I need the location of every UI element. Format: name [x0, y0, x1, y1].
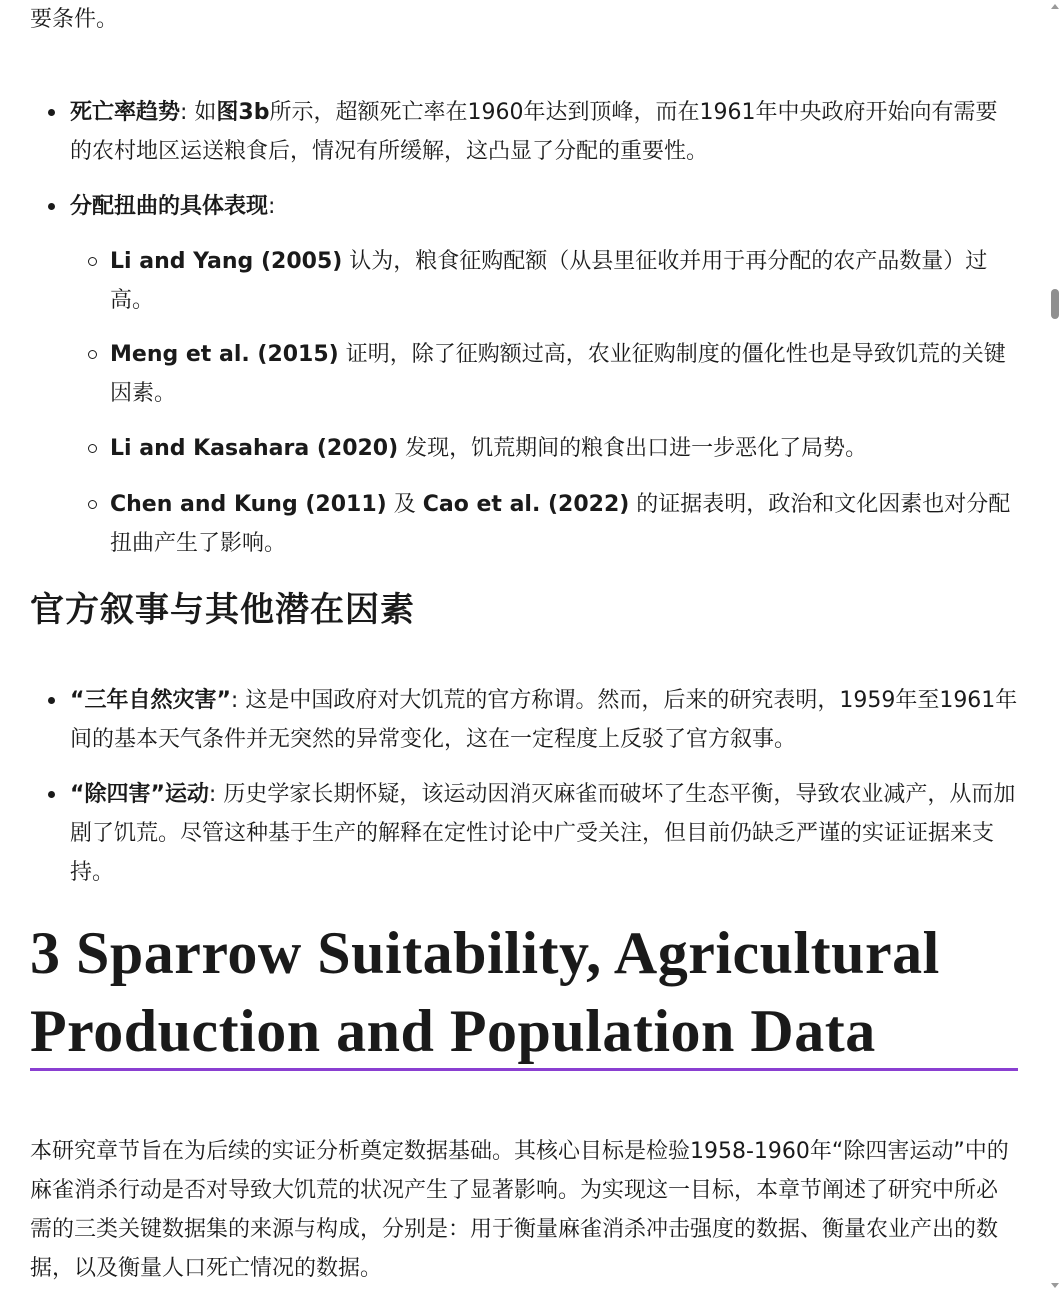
- intro-paragraph: 本研究章节旨在为后续的实证分析奠定数据基础。其核心目标是检验1958-1960年“除四害运动”中的麻雀消杀行动是否对导致大饥荒的状况产生了显著影响。为实现这一目标，本章节阐述了研究中所必需的三类关键数据集的来源与构成，分别是：用于衡量麻雀消杀冲击强度的数据、衡量农业产出的数据，以及衡量人口死亡情况的数据。: [30, 1139, 1009, 1281]
- list-item: 分配扭曲的具体表现:: [30, 187, 1018, 226]
- list-item: Chen and Kung (2011) 及 Cao et al. (2022) 的证据表明，政治和文化因素也对分配扭曲产生了影响。: [30, 485, 1018, 563]
- scroll-up-arrow-icon[interactable]: [1051, 4, 1059, 9]
- scroll-down-arrow-icon[interactable]: [1051, 1283, 1059, 1288]
- bold-term: “三年自然灾害”: [70, 688, 231, 713]
- list-item: Meng et al. (2015) 证明，除了征购额过高，农业征购制度的僵化性也是导致饥荒的关键因素。: [30, 335, 1018, 413]
- list-item: Li and Yang (2005) 认为，粮食征购配额（从县里征收并用于再分配的农产品数量）过高。: [30, 242, 1018, 320]
- figure-ref: 图3b: [216, 100, 270, 125]
- bullet-list-four-pests: [30, 775, 1018, 892]
- list-item: “除四害”运动: 历史学家长期怀疑，该运动因消灭麻雀而破坏了生态平衡，导致农业减产，从而加剧了饥荒。尽管这种基于生产的解释在定性讨论中广受关注，但目前仍缺乏严谨的实证证据来支持。: [30, 775, 1018, 892]
- citation: Li and Yang (2005): [110, 249, 343, 274]
- citation: Cao et al. (2022): [422, 492, 630, 517]
- sub-list-item: [30, 242, 1018, 320]
- citation: Chen and Kung (2011): [110, 492, 387, 517]
- bold-term: “除四害”运动: [70, 782, 209, 807]
- bullet-list-official: [30, 681, 1018, 759]
- section-heading: 官方叙事与其他潜在因素: [30, 590, 415, 630]
- paragraph-fragment: 要条件。: [30, 7, 119, 32]
- bullet-list-distribution: [30, 93, 1018, 171]
- chapter-heading: 3 Sparrow Suitability, Agricultural Production and Population Data: [30, 920, 940, 1064]
- sub-list-item: [30, 335, 1018, 413]
- citation: Meng et al. (2015): [110, 342, 339, 367]
- sub-list-item: [30, 485, 1018, 563]
- bold-term: 死亡率趋势: [70, 100, 181, 125]
- list-item: 死亡率趋势: 如图3b所示，超额死亡率在1960年达到顶峰，而在1961年中央政府开始向有需要的农村地区运送粮食后，情况有所缓解，这凸显了分配的重要性。: [30, 93, 1018, 171]
- bold-term: 分配扭曲的具体表现: [70, 194, 269, 219]
- scrollbar-thumb[interactable]: [1051, 289, 1059, 319]
- list-item: “三年自然灾害”: 这是中国政府对大饥荒的官方称谓。然而，后来的研究表明，1959年至1961年间的基本天气条件并无突然的异常变化，这在一定程度上反驳了官方叙事。: [30, 681, 1018, 759]
- bullet-list-distortion: [30, 187, 1018, 226]
- list-item: Li and Kasahara (2020) 发现，饥荒期间的粮食出口进一步恶化了局势。: [30, 429, 1018, 468]
- citation: Li and Kasahara (2020): [110, 436, 399, 461]
- heading-underline: [30, 1068, 1018, 1071]
- sub-list-item: [30, 429, 1018, 468]
- vertical-scrollbar[interactable]: [1048, 0, 1062, 1292]
